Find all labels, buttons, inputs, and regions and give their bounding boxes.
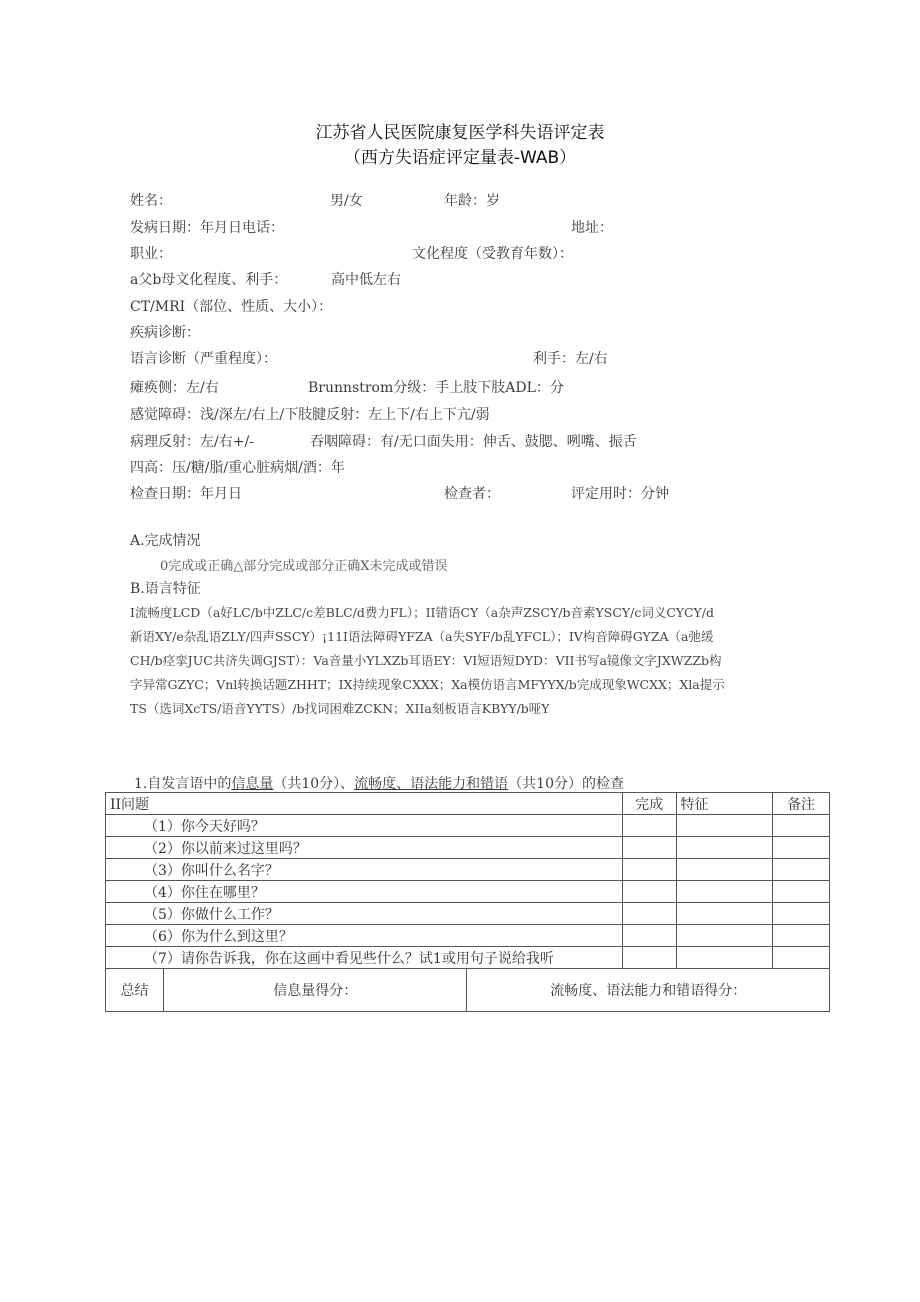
fluency-score-cell[interactable]: 流畅度、语法能力和错语得分： — [467, 969, 830, 1012]
table-row — [106, 859, 830, 881]
remark-cell[interactable] — [773, 837, 830, 859]
examiner-label: 检查者： — [444, 486, 500, 502]
complete-cell[interactable] — [622, 903, 676, 925]
page-subtitle: （西方失语症评定量表-WAB） — [343, 148, 577, 168]
section-b-line: 新语XY/e杂乱语ZLY/四声SSCY）¡11I语法障碍YFZA（a失SYF/b乱YFCL）；IV构音障碍GYZA（a弛缓 — [130, 629, 714, 644]
header-question: II问题 — [106, 793, 623, 815]
parents-options: 高中低左右 — [331, 272, 401, 288]
question-6: （6）你为什么到这里？ — [106, 925, 623, 947]
summary-table — [105, 968, 830, 1012]
ctmri-label: CT/MRI（部位、性质、大小）： — [130, 299, 333, 315]
remark-cell[interactable] — [773, 881, 830, 903]
heading-prefix: 1.自发言语中的 — [134, 776, 232, 792]
feature-cell[interactable] — [676, 837, 773, 859]
question-5: （5）你做什么工作？ — [106, 903, 623, 925]
page-title: 江苏省人民医院康复医学科失语评定表 — [315, 123, 605, 143]
section-a-legend: 0完成或正确△部分完成或部分正确X未完成或错误 — [160, 559, 448, 574]
header-feature: 特征 — [676, 793, 773, 815]
question-2: （2）你以前来过这里吗？ — [106, 837, 623, 859]
exam-date-label: 检查日期：年月日 — [130, 486, 242, 502]
feature-cell[interactable] — [676, 815, 773, 837]
remark-cell[interactable] — [773, 815, 830, 837]
feature-cell[interactable] — [676, 947, 773, 969]
feature-cell[interactable] — [676, 881, 773, 903]
parents-label: a父b母文化程度、利手： — [130, 272, 288, 288]
heading-mid: （共10分）、 — [273, 776, 355, 792]
age-label: 年龄：岁 — [444, 193, 500, 209]
heading-info: 信息量 — [231, 776, 274, 792]
section-1-heading — [134, 773, 624, 793]
question-7: （7）请你告诉我，你在这画中看见些什么？试1或用句子说给我听 — [106, 947, 623, 969]
section-b-line: TS（选词XcTS/语音YYTS）/b找词困难ZCKN；XIIa刻板语言KBYY/b哑Y — [130, 701, 550, 716]
duration-label: 评定用时：分钟 — [571, 486, 669, 502]
four-high-label: 四高：压/糖/脂/重心脏病烟/酒：年 — [130, 460, 345, 476]
education-label: 文化程度（受教育年数）： — [412, 246, 573, 262]
heading-suffix: （共10分）的检查 — [508, 776, 625, 792]
complete-cell[interactable] — [622, 925, 676, 947]
table-row — [106, 815, 830, 837]
diagnosis-label: 疾病诊断： — [130, 325, 200, 341]
section-a-heading: A.完成情况 — [130, 533, 201, 549]
complete-cell[interactable] — [622, 859, 676, 881]
remark-cell[interactable] — [773, 903, 830, 925]
remark-cell[interactable] — [773, 947, 830, 969]
feature-cell[interactable] — [676, 925, 773, 947]
complete-cell[interactable] — [622, 837, 676, 859]
section-b-line: CH/b痉挛JUC共济失调GJST）：Va音量小YLXZb耳语EY：VI短语短DYD：VII书写a镜像文字JXWZZb构 — [130, 653, 722, 668]
pathological-reflex-label: 病理反射：左/右+/- — [130, 434, 254, 450]
complete-cell[interactable] — [622, 881, 676, 903]
sensory-label: 感觉障碍：浅/深左/右上/下肢腱反射：左上下/右上下亢/弱 — [130, 407, 490, 423]
heading-fluency: 流畅度、语法能力和错语 — [354, 776, 509, 792]
table-row — [106, 903, 830, 925]
brunnstrom-label: Brunnstrom分级：手上肢下肢ADL：分 — [308, 380, 564, 396]
summary-row — [106, 969, 830, 1012]
question-1: （1）你今天好吗？ — [106, 815, 623, 837]
header-remark: 备注 — [773, 793, 830, 815]
table-row — [106, 947, 830, 969]
table-row — [106, 925, 830, 947]
remark-cell[interactable] — [773, 925, 830, 947]
handedness-label: 利手：左/右 — [533, 351, 608, 367]
info-score-cell[interactable]: 信息量得分： — [163, 969, 467, 1012]
table-row — [106, 837, 830, 859]
section-b-heading: B.语言特征 — [130, 581, 201, 597]
occupation-label: 职业： — [130, 246, 172, 262]
question-4: （4）你住在哪里？ — [106, 881, 623, 903]
complete-cell[interactable] — [622, 947, 676, 969]
onset-date-label: 发病日期：年月日电话： — [130, 220, 284, 236]
header-complete: 完成 — [622, 793, 676, 815]
feature-cell[interactable] — [676, 859, 773, 881]
complete-cell[interactable] — [622, 815, 676, 837]
name-label: 姓名： — [130, 193, 172, 209]
table-row — [106, 881, 830, 903]
sex-label: 男/女 — [330, 193, 363, 209]
feature-cell[interactable] — [676, 903, 773, 925]
address-label: 地址： — [571, 220, 613, 236]
summary-label: 总结 — [106, 969, 164, 1012]
question-table — [105, 792, 830, 969]
section-b-line: 字异常GZYC；Vnl转换话题ZHHT；IX持续现象CXXX；Xa模仿语言MFYYX/b完成现象WCXX；Xla提示 — [130, 677, 725, 692]
table-header-row — [106, 793, 830, 815]
question-3: （3）你叫什么名字？ — [106, 859, 623, 881]
swallow-label: 吞咽障碍：有/无口面失用：伸舌、鼓腮、咧嘴、振舌 — [310, 434, 637, 450]
paralysis-side-label: 瘫痪侧：左/右 — [130, 380, 219, 396]
section-b-line: I流畅度LCD（a好LC/b中ZLC/c差BLC/d费力FL）；II错语CY（a杂声ZSCY/b音素YSCY/c词义CYCY/d — [130, 605, 714, 620]
remark-cell[interactable] — [773, 859, 830, 881]
language-diagnosis-label: 语言诊断（严重程度）： — [130, 351, 277, 367]
